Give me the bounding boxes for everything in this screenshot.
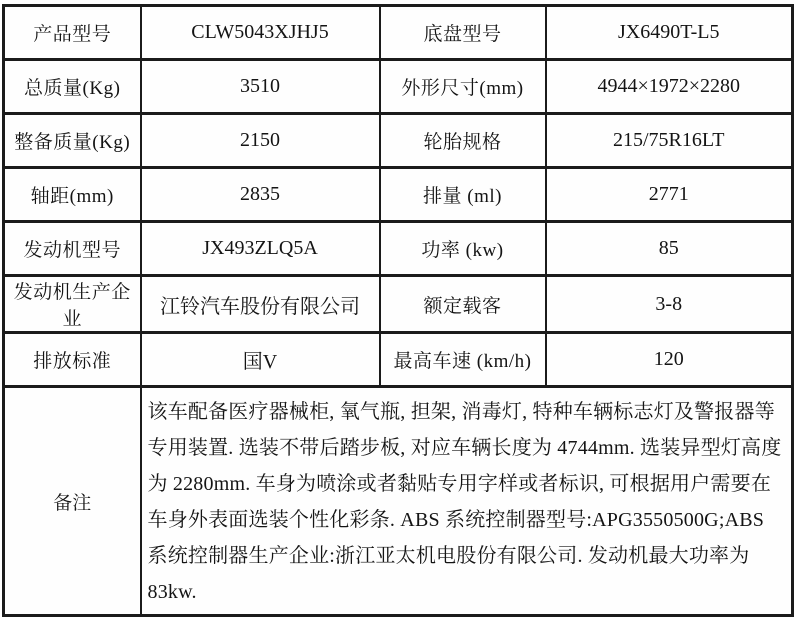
spec-label-rated-passengers: 额定载客 (380, 276, 546, 333)
spec-label-wheelbase: 轴距(mm) (4, 168, 141, 222)
spec-value-engine-model: JX493ZLQ5A (141, 222, 380, 276)
spec-value-displacement: 2771 (546, 168, 793, 222)
spec-value-engine-manufacturer: 江铃汽车股份有限公司 (141, 276, 380, 333)
spec-value-emission-standard: 国V (141, 333, 380, 387)
remarks-label: 备注 (4, 387, 141, 616)
table-row (4, 6, 793, 60)
spec-value-rated-passengers: 3-8 (546, 276, 793, 333)
spec-label-dimensions: 外形尺寸(mm) (380, 60, 546, 114)
spec-label-curb-weight: 整备质量(Kg) (4, 114, 141, 168)
spec-label-product-model: 产品型号 (4, 6, 141, 60)
spec-label-displacement: 排量 (ml) (380, 168, 546, 222)
spec-label-max-speed: 最高车速 (km/h) (380, 333, 546, 387)
spec-value-wheelbase: 2835 (141, 168, 380, 222)
table-row (4, 114, 793, 168)
spec-label-chassis-model: 底盘型号 (380, 6, 546, 60)
vehicle-spec-table (2, 4, 794, 617)
spec-value-power: 85 (546, 222, 793, 276)
table-row (4, 333, 793, 387)
table-row (4, 168, 793, 222)
spec-value-gross-weight: 3510 (141, 60, 380, 114)
remarks-text: 该车配备医疗器械柜, 氧气瓶, 担架, 消毒灯, 特种车辆标志灯及警报器等专用装置. 选装不带后踏步板, 对应车辆长度为 4744mm. 选装异型灯高度为 2280mm. 车身为喷涂或者黏贴专用字样或者标识, 可根据用户需要在车身外表面选装个性化彩条. ABS 系统控制器型号:APG3550500G;ABS 系统控制器生产企业:浙江亚太机电股份有限公司. 发动机最大功率为 83kw. (141, 387, 793, 616)
spec-value-max-speed: 120 (546, 333, 793, 387)
spec-label-gross-weight: 总质量(Kg) (4, 60, 141, 114)
spec-value-product-model: CLW5043XJHJ5 (141, 6, 380, 60)
spec-value-tire-spec: 215/75R16LT (546, 114, 793, 168)
spec-value-curb-weight: 2150 (141, 114, 380, 168)
spec-label-power: 功率 (kw) (380, 222, 546, 276)
spec-label-engine-model: 发动机型号 (4, 222, 141, 276)
table-row (4, 60, 793, 114)
spec-value-dimensions: 4944×1972×2280 (546, 60, 793, 114)
table-row (4, 276, 793, 333)
remarks-row (4, 387, 793, 616)
spec-value-chassis-model: JX6490T-L5 (546, 6, 793, 60)
spec-label-tire-spec: 轮胎规格 (380, 114, 546, 168)
spec-label-engine-manufacturer: 发动机生产企业 (4, 276, 141, 333)
table-row (4, 222, 793, 276)
spec-label-emission-standard: 排放标准 (4, 333, 141, 387)
